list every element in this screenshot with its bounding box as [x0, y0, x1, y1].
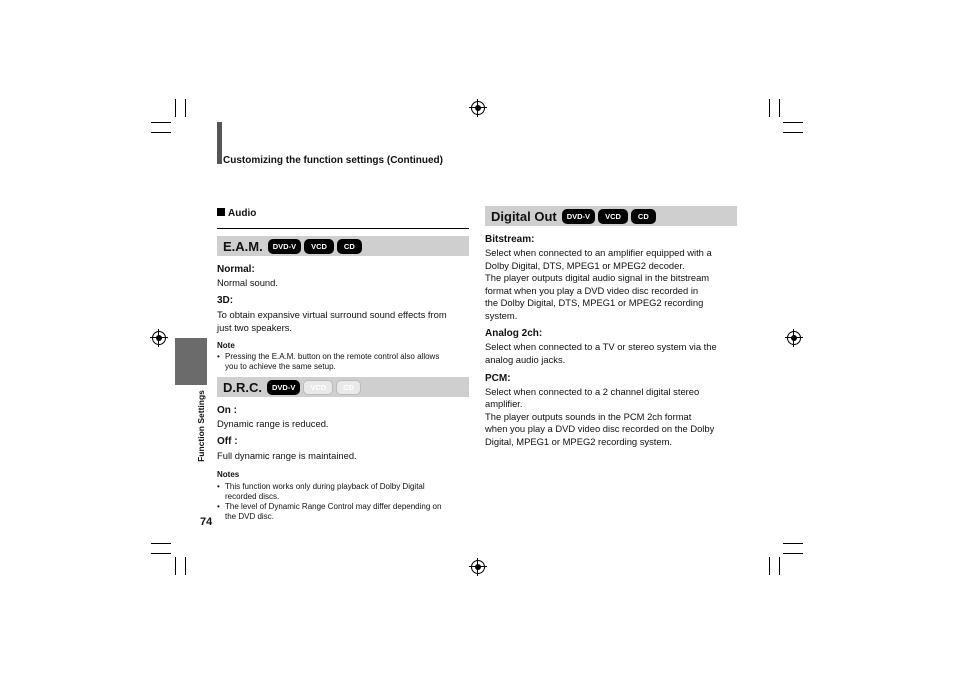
- cd-badge: CD: [631, 209, 656, 224]
- crop-mark: [783, 553, 803, 554]
- crop-mark: [185, 99, 186, 117]
- crop-mark: [779, 557, 780, 575]
- drc-section-header: [217, 377, 469, 397]
- side-tab-label: Function Settings: [196, 390, 206, 462]
- crop-mark: [151, 553, 171, 554]
- crop-mark: [769, 557, 770, 575]
- eam-normal-text: Normal sound.: [217, 277, 278, 288]
- drc-notes-heading: Notes: [217, 470, 240, 479]
- bitstream-text-line: Select when connected to an amplifier equipped with a: [485, 247, 712, 258]
- pcm-text-line: Digital, MPEG1 or MPEG2 recording system.: [485, 436, 673, 447]
- crop-mark: [783, 122, 803, 123]
- cd-badge-disabled: CD: [336, 380, 361, 395]
- square-bullet-icon: [217, 208, 225, 216]
- registration-mark-icon: [787, 331, 801, 345]
- note-line: • Pressing the E.A.M. button on the remote control also allows: [225, 352, 440, 361]
- drc-on-label: On :: [217, 405, 237, 416]
- crop-mark: [151, 543, 171, 544]
- audio-heading-label: Audio: [228, 208, 257, 219]
- analog-text-line: Select when connected to a TV or stereo system via the: [485, 341, 717, 352]
- crop-mark: [151, 132, 171, 133]
- vcd-badge: VCD: [598, 209, 628, 224]
- dvd-v-badge: DVD-V: [268, 239, 301, 254]
- bitstream-text-line: The player outputs digital audio signal in the bitstream: [485, 272, 710, 283]
- eam-note-heading: Note: [217, 341, 235, 350]
- drc-on-text: Dynamic range is reduced.: [217, 418, 329, 429]
- drc-off-label: Off :: [217, 436, 238, 447]
- bitstream-text-line: system.: [485, 310, 518, 321]
- eam-title: E.A.M.: [223, 238, 263, 254]
- digital-out-title: Digital Out: [491, 208, 557, 224]
- eam-3d-text-line: To obtain expansive virtual surround sound effects from: [217, 309, 447, 320]
- pcm-text-line: Select when connected to a 2 channel digital stereo: [485, 386, 700, 397]
- crop-mark: [783, 543, 803, 544]
- note-line: you to achieve the same setup.: [225, 362, 336, 371]
- pcm-text-line: The player outputs sounds in the PCM 2ch format: [485, 411, 692, 422]
- crop-mark: [783, 132, 803, 133]
- crop-mark: [185, 557, 186, 575]
- note-line: the DVD disc.: [225, 512, 274, 521]
- drc-title: D.R.C.: [223, 379, 262, 395]
- note-line: recorded discs.: [225, 492, 280, 501]
- crop-mark: [151, 122, 171, 123]
- audio-heading: [217, 208, 256, 219]
- header-accent-bar: [217, 122, 222, 164]
- bitstream-text-line: the Dolby Digital, DTS, MPEG1 or MPEG2 recording: [485, 297, 704, 308]
- analog-text-line: analog audio jacks.: [485, 354, 566, 365]
- drc-note-item: [217, 502, 441, 522]
- crop-mark: [175, 557, 176, 575]
- dvd-v-badge: DVD-V: [562, 209, 595, 224]
- analog-2ch-label: Analog 2ch:: [485, 328, 543, 339]
- eam-3d-text-line: just two speakers.: [217, 322, 293, 333]
- drc-note-item: [217, 482, 425, 502]
- dvd-v-badge: DVD-V: [267, 380, 300, 395]
- eam-3d-label: 3D:: [217, 295, 234, 306]
- pcm-label: PCM:: [485, 373, 511, 384]
- crop-mark: [175, 99, 176, 117]
- bitstream-text-line: Dolby Digital, DTS, MPEG1 or MPEG2 decoder.: [485, 260, 685, 271]
- page-number: 74: [200, 516, 213, 528]
- registration-mark-icon: [471, 101, 485, 115]
- eam-section-header: [217, 236, 469, 256]
- crop-mark: [769, 99, 770, 117]
- cd-badge: CD: [337, 239, 362, 254]
- bitstream-text-line: format when you play a DVD video disc recorded in: [485, 285, 699, 296]
- pcm-text-line: amplifier.: [485, 398, 523, 409]
- bitstream-label: Bitstream:: [485, 234, 535, 245]
- vcd-badge-disabled: VCD: [303, 380, 333, 395]
- note-line: • The level of Dynamic Range Control may differ depending on: [225, 502, 442, 511]
- page-header: Customizing the function settings (Continued): [223, 155, 443, 166]
- digital-out-section-header: [485, 206, 737, 226]
- note-line: • This function works only during playback of Dolby Digital: [225, 482, 425, 491]
- registration-mark-icon: [471, 560, 485, 574]
- drc-off-text: Full dynamic range is maintained.: [217, 450, 357, 461]
- crop-mark: [779, 99, 780, 117]
- eam-normal-label: Normal:: [217, 264, 255, 275]
- vcd-badge: VCD: [304, 239, 334, 254]
- pcm-text-line: when you play a DVD video disc recorded on the Dolby: [485, 423, 715, 434]
- eam-note-item: [217, 352, 439, 372]
- registration-mark-icon: [152, 331, 166, 345]
- divider: [217, 228, 469, 229]
